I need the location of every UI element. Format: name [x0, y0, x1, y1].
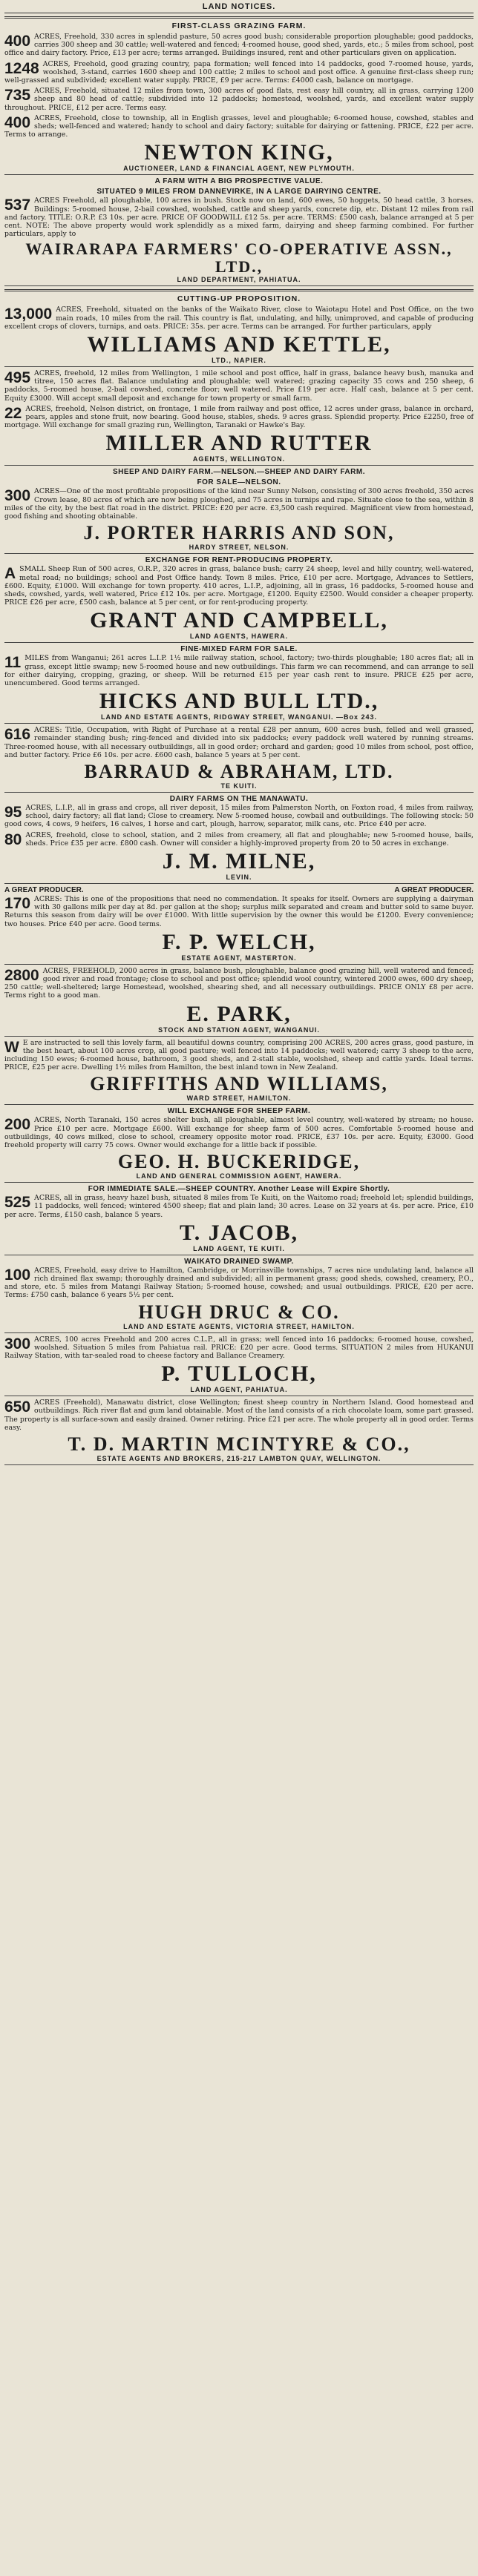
ad-body: ACRES, L.I.P., all in grass and crops, all river deposit, 15 miles from Palmerston North, on Foxton road, 4 miles from railway, school, dairy factory; all flat land; Close to creamery. New 5-roomed house, cowbail and outbuildings. The following stock: 50 good cows, 4 cows, 9 heifers, 16 calves, 1 horse and cart, plough, harrow, separator, milk cans, etc. Price £40 per acre.: [4, 803, 474, 829]
ad-heading-right: A GREAT PRODUCER.: [394, 885, 474, 894]
divider: [4, 1332, 474, 1333]
ad-listing: [4, 1398, 474, 1432]
ad-body: ACRES, Freehold, good grazing country, papa formation; well fenced into 14 paddocks, good 7-roomed house, yards, woolshed, 3-stand, carries 1600 sheep and 100 cattle; 2 miles to school and post office. A genuine first-class sheep run; well-grassed and subdivided; excellent water supply. PRICE, £9 per acre. Terms: £4000 cash, balance on mortgage.: [4, 59, 474, 85]
ad-body: ACRES (Freehold), Manawatu district, close Wellington; finest sheep country in Northern Island. Good homestead and outbuildings. Rich river flat and gum land obtainable. Most of the land consists of a rich chocolate loam, some part grassed. The property is all surface-sown and easily drained. Owner retiring. Price £21 per acre. The whole property all in good order. Terms easy.: [4, 1398, 474, 1432]
advertiser-address: STOCK AND STATION AGENT, WANGANUI.: [158, 1026, 320, 1034]
ad-acreage: 400: [4, 113, 31, 131]
advertiser-address: HARDY STREET, NELSON.: [189, 544, 289, 552]
advertiser-address: WARD STREET, HAMILTON.: [186, 1094, 292, 1103]
divider: [4, 366, 474, 367]
divider: [4, 1036, 474, 1037]
ad-acreage: A: [4, 565, 16, 583]
divider: [4, 792, 474, 793]
ad-body: SMALL Sheep Run of 500 acres, O.R.P., 320 acres in grass, balance bush; carry 24 sheep, level and hilly country, well-watered, metal road; no buildings; school and Post Office handy. Town 8 miles. Price, £10 per acre. Mortgage, Advances to Settlers, £600. Equity, £1000. Will exchange for town property. 410 acres, L.I.P., adjoining, all in grass, 16 paddocks, 5-roomed house and sheds, cowshed, yards, well watered, Price £12 10s. per acre. Mortgage, £1200. Equity £2500. Would consider a cheaper property. PRICE £26 per acre, £500 cash, balance at 5 per cent, or for rent-producing property.: [4, 565, 474, 607]
ad-listing: [4, 405, 474, 430]
ad-heading: A FARM WITH A BIG PROSPECTIVE VALUE.: [154, 177, 324, 186]
ad-acreage: 100: [4, 1266, 31, 1284]
ad-body: ACRES, 100 acres Freehold and 200 acres C.L.P., all in grass; well fenced into 16 paddocks; 6-roomed house, cowshed, woolshed. Situation 5 miles from Pahiatua rail. PRICE: £20 per acre. Good terms. SITUATION 2 miles from HUKANUI Railway Station, with tar-sealed road to cheese factory and Ballance Creamery.: [4, 1335, 474, 1361]
ad-acreage: 1248: [4, 59, 39, 77]
advertiser-name: GEO. H. BUCKERIDGE,: [117, 1151, 361, 1173]
ad-body: ACRES: Title, Occupation, with Right of Purchase at a rental £28 per annum, 600 acres bush, felled and well grassed, remainder standing bush; ring-fenced and divided into six paddocks; every paddock well watered by running streams. Three-roomed house, with all necessary outbuildings, all in good order; orchard and garden; good 10 miles from school, post office, and butter factory. Price £6 10s. per acre. £600 cash, balance 5 years at 5 per cent.: [4, 726, 474, 759]
ad-body: ACRES, freehold, close to school, station, and 2 miles from creamery, all flat and ploughable; new 5-roomed house, bails, sheds. Price £35 per acre. £800 cash. Owner will consider a highly-improved property from 20 to 50 acres in exchange.: [25, 830, 474, 848]
ad-acreage: 13,000: [4, 306, 53, 323]
divider: [4, 964, 474, 965]
divider: [4, 465, 474, 466]
ad-listing: [4, 487, 474, 521]
ad-heading: WAIKATO DRAINED SWAMP.: [184, 1257, 294, 1266]
ad-listing: [4, 1116, 474, 1149]
ad-heading: FINE-MIXED FARM FOR SALE.: [180, 645, 298, 654]
ad-body: ACRES, Freehold, situated 12 miles from town, 300 acres of good flats, rest easy hill country, all in grass, carrying 1200 sheep and 80 head of cattle; subdivided into 12 paddocks; homestead, woolshed, yards, and excellent water supply throughout. PRICE, £12 per acre. Terms easy.: [4, 87, 474, 112]
ad-listing: [4, 895, 474, 928]
advertiser-name: WILLIAMS AND KETTLE,: [87, 332, 391, 357]
advertiser-address: ESTATE AGENT, MASTERTON.: [181, 954, 297, 962]
advertiser-address: AGENTS, WELLINGTON.: [192, 455, 286, 463]
ad-body: ACRES—One of the most profitable propositions of the kind near Sunny Nelson, consisting of 300 acres freehold, 350 acres Crown lease, 80 acres of which are now being ploughed, and 75 acres in turnips and rape. Situate close to the sea, within 8 miles of the city, by the best flat road in the district. PRICE: £20 per acre. £3,500 cash required. Magnificent view from homestead, good fishing and shooting obtainable.: [4, 487, 474, 521]
ad-heading: FOR IMMEDIATE SALE.—SHEEP COUNTRY. Another Lease will Expire Shortly.: [88, 1185, 390, 1194]
advertiser-address: LTD., NAPIER.: [212, 357, 266, 365]
advertiser-address: TE KUITI.: [220, 782, 258, 790]
advertiser-name: E. PARK,: [186, 1001, 292, 1026]
ad-acreage: 2800: [4, 966, 39, 984]
advertiser-name: GRIFFITHS AND WILLIAMS,: [90, 1073, 388, 1095]
ad-acreage: 300: [4, 487, 31, 505]
ad-listing: [4, 967, 474, 1000]
ad-listing: [4, 1266, 474, 1300]
ad-heading: SITUATED 9 MILES FROM DANNEVIRKE, IN A LARGE DAIRYING CENTRE.: [96, 188, 382, 196]
ad-body: ACRES Freehold, all ploughable, 100 acres in bush. Stock now on land, 600 ewes, 50 hoggets, 50 head cattle, 3 horses. Buildings: 5-roomed house, 2-bail cowshed, woolshed, cattle and sheep yards, concrete dip, etc. Distant 12 miles from rail and factory. TITLE: O.R.P. £3 10s. per acre. PRICE OF GOODWILL £12 5s. per acre. TERMS: £500 cash, balance arranged at 5 per cent. NOTE: The above property would work splendidly as a mixed farm, dairying and sheep farming combined. For further particulars, apply to: [4, 196, 474, 239]
advertiser-name: NEWTON KING,: [144, 140, 334, 165]
advertiser-address: LAND DEPARTMENT, PAHIATUA.: [177, 276, 301, 284]
advertiser-name: P. TULLOCH,: [161, 1361, 317, 1387]
advertiser-name: GRANT AND CAMPBELL,: [90, 608, 388, 633]
ad-acreage: 22: [4, 404, 22, 422]
ad-acreage: 650: [4, 1398, 31, 1416]
advertiser-address: LEVIN.: [226, 873, 252, 881]
ad-acreage: 170: [4, 894, 31, 912]
ad-acreage: 400: [4, 33, 31, 50]
advertiser-name: J. M. MILNE,: [162, 848, 316, 873]
advertiser-address: LAND AGENTS, HAWERA.: [189, 633, 289, 641]
advertiser-name: MILLER AND RUTTER: [105, 431, 373, 456]
divider: [4, 1464, 474, 1465]
ad-acreage: 735: [4, 87, 31, 105]
divider: [4, 1104, 474, 1105]
ad-heading-left: A GREAT PRODUCER.: [4, 885, 84, 894]
section-title: FIRST-CLASS GRAZING FARM.: [171, 22, 307, 30]
ad-listing: [4, 369, 474, 403]
divider: [4, 883, 474, 884]
ad-acreage: 616: [4, 726, 31, 744]
advertiser-address: ESTATE AGENTS AND BROKERS, 215-217 LAMBTON QUAY, WELLINGTON.: [96, 1455, 382, 1463]
ad-listing: [4, 654, 474, 687]
ad-listing: [4, 60, 474, 85]
ad-body: ACRES, Freehold, situated on the banks of the Waikato River, close to Waiotapu Hotel and Post Office, on the two main roads, 10 miles from the rail. This country is flat, undulating, and hilly, unimproved, and capable of producing excellent crops of clovers, turnips, and oats. PRICE: 35s. per acre. Terms can be arranged. For further particulars, apply: [4, 306, 474, 331]
advertiser-address: LAND AGENT, TE KUITI.: [193, 1244, 285, 1252]
ad-body: ACRES: This is one of the propositions that need no commendation. It speaks for itself. Owners are supplying a dairyman with 30 gallons milk per day at 8d. per gallon at the shop; surplus milk separated and cream and butter sold to same buyer. Returns this season from dairy will be over £1000. With little supervision by the owner this would be £1200. Every convenience; two houses. Price £40 per acre. Good terms.: [4, 894, 474, 928]
ad-acreage: 95: [4, 803, 22, 821]
ad-listing: [4, 726, 474, 759]
divider: [4, 723, 474, 724]
ad-body: ACRES, Freehold, 330 acres in splendid pasture, 50 acres good bush; considerable proportion ploughable; good paddocks, carries 300 sheep and 30 cattle; well-watered and fenced; 4-roomed house, good shed, yards, etc.; 5 miles from school, post office and dairy factory. Price, £13 per acre; terms arranged. Buildings insured, rent and other particulars given on application.: [4, 33, 474, 58]
advertiser-name: J. PORTER HARRIS AND SON,: [83, 522, 395, 544]
divider: [4, 642, 474, 643]
divider: [4, 174, 474, 175]
advertiser-name: F. P. WELCH,: [162, 929, 316, 954]
ad-acreage: 300: [4, 1335, 31, 1353]
divider: [4, 285, 474, 286]
advertiser-address: LAND AGENT, PAHIATUA.: [190, 1386, 288, 1394]
ad-listing: [4, 804, 474, 829]
ad-acreage: 11: [4, 654, 22, 672]
ad-listing: [4, 196, 474, 238]
ad-listing: [4, 33, 474, 58]
advertiser-name: T. D. MARTIN MCINTYRE & CO.,: [68, 1433, 410, 1456]
section-title: CUTTING-UP PROPOSITION.: [177, 294, 301, 304]
ad-body: ACRES, all in grass, heavy hazel bush, situated 8 miles from Te Kuiti, on the Waitomo road; freehold let; splendid buildings, 11 paddocks, well fenced; wintered 4500 sheep; flat and plain land; 30 acres. Lease on 32 years at 4s. per acre. Price, £10 per acre. Terms, £150 cash, balance 5 years.: [4, 1194, 474, 1219]
ad-acreage: 200: [4, 1116, 31, 1134]
ad-body: ACRES, North Taranaki, 150 acres shelter bush, all ploughable, almost level country, well-watered by stream; no house. Price £10 per acre. Mortgage £600. Will exchange for sheep farm of 500 acres. Comfortable 5-roomed house and outbuildings, 40 cows milked, close to school, creamery opposite motor road. PRICE, £37 10s. per acre. Equity, £3000. Good freehold property will carry 75 cows. Owner would exchange for a little back if possible.: [4, 1116, 474, 1149]
ad-heading: WILL EXCHANGE FOR SHEEP FARM.: [167, 1107, 311, 1116]
ad-heading: SHEEP AND DAIRY FARM.—NELSON.—SHEEP AND DAIRY FARM.: [113, 468, 365, 477]
divider: [4, 553, 474, 554]
ad-acreage: 80: [4, 830, 22, 848]
ad-acreage: 537: [4, 196, 31, 214]
ad-listing: [4, 565, 474, 607]
ads-column: [4, 16, 474, 1465]
ad-heading: DAIRY FARMS ON THE MANAWATU.: [169, 794, 309, 803]
advertiser-address: LAND AND ESTATE AGENTS, VICTORIA STREET, HAMILTON.: [123, 1322, 355, 1330]
ad-body: MILES from Wanganui; 261 acres L.I.P. 1½ mile railway station, school, factory; two-thirds ploughable; 180 acres flat; all in grass, except little swamp; new 5-roomed house and new outbuildings. This farm we can recommend, and can arrange to sell for either dairying, cropping, grazing, or sheep. Will be returned £15 per year cash rent to insure. PRICE £25 per acre, unencumbered. Good terms arranged.: [4, 654, 474, 687]
ad-listing: [4, 1335, 474, 1361]
ad-listing: [4, 114, 474, 139]
page-header: LAND NOTICES.: [4, 0, 474, 13]
ad-acreage: W: [4, 1038, 19, 1056]
advertiser-address: LAND AND GENERAL COMMISSION AGENT, HAWERA.: [136, 1172, 342, 1180]
ad-acreage: 525: [4, 1194, 31, 1212]
ad-listing: [4, 1194, 474, 1219]
ad-body: ACRES, Freehold, easy drive to Hamilton, Cambridge, or Morrinsville townships, 7 acres nice undulating land, balance all rich drained flax swamp; thoroughly drained and subdivided; all in permanent grass; good sheds, cowshed, creamery, P.O., and store, etc. 5 miles from Matangi Railway Station; 5-roomed house, cowshed; and usual outbuildings. PRICE, £20 per acre. Terms: £750 cash, balance 6 years 5½ per cent.: [4, 1266, 474, 1300]
ad-body: ACRES, freehold, Nelson district, on frontage, 1 mile from railway and post office, 12 acres under grass, balance in orchard, pears, apples and stone fruit, now bearing. Good house, stables, sheds. 9 acres grass. Splendid property. Price £2250, free of mortgage. Will exchange for small grazing run, Wellington, Taranaki or Hawke's Bay.: [4, 404, 474, 430]
divider: [4, 1182, 474, 1183]
ad-acreage: 495: [4, 369, 31, 387]
advertiser-name: HUGH DRUC & CO.: [138, 1301, 340, 1323]
divider: [4, 289, 474, 291]
divider: [4, 16, 474, 19]
advertiser-name: BARRAUD & ABRAHAM, LTD.: [84, 760, 394, 782]
advertiser-address: LAND AND ESTATE AGENTS, RIDGWAY STREET, WANGANUI. —Box 243.: [100, 713, 378, 721]
ad-listing: [4, 831, 474, 848]
ad-body: ACRES, Freehold, close to township, all in English grasses, level and ploughable; 6-roomed house, cowshed, stables and sheds; well-fenced and watered; handy to school and dairy factory; suitable for dairying or fattening. PRICE, £22 per acre. Terms to arrange.: [4, 113, 474, 139]
advertiser-name: WAIRARAPA FARMERS' CO-OPERATIVE ASSN., LTD.,: [25, 240, 453, 277]
ad-heading: EXCHANGE FOR RENT-PRODUCING PROPERTY.: [145, 556, 333, 565]
advertiser-name: T. JACOB,: [180, 1220, 298, 1245]
advertiser-address: AUCTIONEER, LAND & FINANCIAL AGENT, NEW PLYMOUTH.: [123, 165, 355, 173]
ad-listing: [4, 306, 474, 331]
ad-heading: FOR SALE—NELSON.: [197, 478, 281, 487]
ad-listing: [4, 1039, 474, 1072]
ad-listing: [4, 87, 474, 112]
ad-body: ACRES, freehold, 12 miles from Wellington, 1 mile school and post office, half in grass, balance heavy bush, manuka and titree, 150 acres flat. Balance undulating and ploughable; well watered; grazing capacity 35 cows and 250 sheep, 6 paddocks, 5-roomed house, 2-bail cowshed, concrete floor; well watered. Price £19 per acre. Half cash, balance at 5 per cent. Equity £3000. Will accept small deposit and exchange for town property or small farm.: [4, 369, 474, 403]
advertiser-name: HICKS AND BULL LTD.,: [99, 689, 379, 714]
ad-heading-pair: [4, 886, 474, 894]
ad-body: E are instructed to sell this lovely farm, all beautiful downs country, comprising 200 ACRES, 200 acres grass, good pasture, in the best heart, about 100 acres crop, all good pasture; well fenced into 14 paddocks; well watered; carry 3 sheep to the acre, including 150 ewes; 6-roomed house, bathroom, 3 good sheds, and 2-stall stable, woolshed, sheep and cattle yards. Ideal terms. PRICE, £25 per acre. Dwelling 1½ miles from Hamilton, the best inland town in New Zealand.: [4, 1038, 474, 1072]
ad-body: ACRES, FREEHOLD, 2000 acres in grass, balance bush, ploughable, balance good grazing hill, well watered and fenced; good river and road frontage; close to school and post office; splendid wool country, wintered 2000 ewes, 600 dry sheep, 250 cattle; well-sheltered; large Homestead, woolshed, shearing shed, and all necessary outbuildings. PRICE ONLY £8 per acre. Terms right to a good man.: [4, 966, 474, 1000]
